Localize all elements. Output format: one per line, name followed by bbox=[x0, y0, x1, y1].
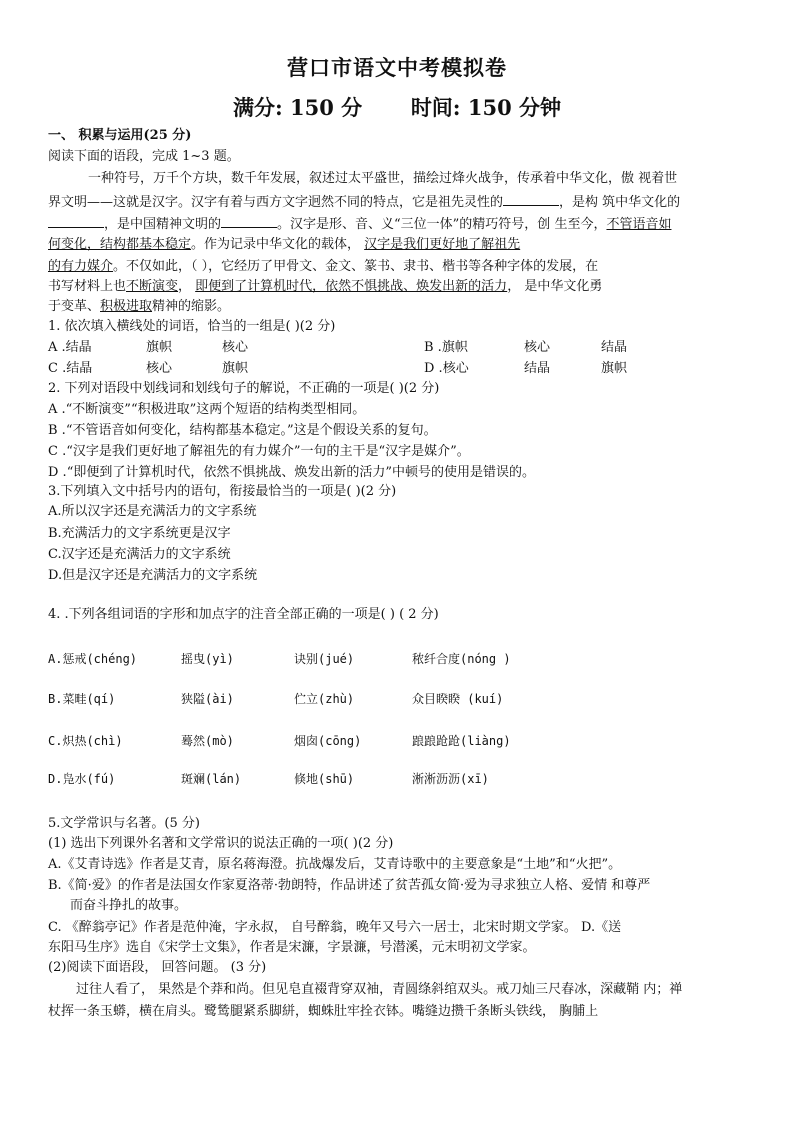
q5-passage-1: 过往人看了， 果然是个莽和尚。但见皂直裰背穿双袖，青圆绦斜绾双头。戒刀灿三尺春冰，深藏鞘 内；禅 bbox=[76, 982, 683, 997]
section-heading: 一、 积累与运用(25 分) bbox=[48, 128, 192, 143]
fill-blank-3 bbox=[221, 214, 277, 228]
time-label: 时间: bbox=[410, 95, 461, 120]
q5-option-c-1: C. 《醉翁亭记》作者是范仲淹，字永叔， 自号醉翁，晚年又号六一居士，北宋时期文学家。 D.《送 bbox=[48, 920, 622, 935]
q3-option-d: D.但是汉字还是充满活力的文字系统 bbox=[48, 568, 258, 583]
q2-option-c: C .“汉字是我们更好地了解祖先的有力媒介”一句的主干是“汉字是媒介”。 bbox=[48, 444, 470, 459]
q4-b-2: 狭隘(ài) bbox=[181, 692, 234, 706]
time-value: 150 分钟 bbox=[467, 95, 562, 120]
score-label: 满分: bbox=[232, 95, 283, 120]
section-intro: 阅读下面的语段，完成 1~3 题。 bbox=[48, 149, 240, 164]
underlined-word-1: 不断演变 bbox=[126, 279, 179, 294]
q1-option-a-3: 核心 bbox=[222, 340, 249, 355]
passage-line-3: ，是中国精神文明的 。汉字是形、音、义“三位一体”的精巧符号，创 生至今，不管语音如 bbox=[48, 214, 671, 234]
q3-option-c: C.汉字还是充满活力的文字系统 bbox=[48, 547, 231, 562]
q5-option-c-2: 东阳马生序》选自《宋学士文集》，作者是宋濂，字景濂，号潜溪，元末明初文学家。 bbox=[48, 940, 536, 955]
q4-a-4: 秾纤合度(nóng ) bbox=[412, 652, 511, 666]
q4-a-2: 摇曳(yì) bbox=[181, 652, 234, 666]
q1-option-c-3: 旗帜 bbox=[222, 361, 249, 376]
q1-option-d-2: 结晶 bbox=[524, 361, 551, 376]
q1-option-a-2: 旗帜 bbox=[146, 340, 173, 355]
passage-line-6: 书写材料上也不断演变， 即便到了计算机时代，依然不惧挑战、焕发出新的活力， 是中华文化勇 bbox=[48, 279, 603, 294]
q1-option-a: A .结晶 bbox=[48, 340, 92, 355]
page-title: 营口市语文中考模拟卷 bbox=[287, 55, 507, 80]
q4-b-4: 众目睽睽 (kuí) bbox=[412, 692, 504, 706]
underlined-sentence-2: 汉字是我们更好地了解祖先 bbox=[364, 237, 521, 252]
q4-a-1: A.惩戒(chéng) bbox=[48, 652, 138, 666]
q1-option-b-2: 核心 bbox=[524, 340, 551, 355]
q4-c-2: 蓦然(mò) bbox=[181, 734, 234, 748]
q3-stem: 3.下列填入文中括号内的语句，衔接最恰当的一项是( )(2 分) bbox=[48, 484, 397, 499]
underlined-word-2: 积极进取 bbox=[100, 299, 153, 314]
q2-option-b: B .“不管语音如何变化，结构都基本稳定。”这是个假设关系的复句。 bbox=[48, 423, 437, 438]
q4-b-1: B.菜畦(qí) bbox=[48, 692, 116, 706]
q4-c-3: 烟囱(cōng) bbox=[294, 734, 362, 748]
q4-b-3: 伫立(zhù) bbox=[294, 692, 355, 706]
passage-line-7: 于变革、积极进取精神的缩影。 bbox=[48, 299, 231, 314]
underlined-sentence-1: 不管语音如 bbox=[606, 217, 672, 232]
q4-c-1: C.炽热(chì) bbox=[48, 734, 123, 748]
q5-option-b-1: B.《简·爱》的作者是法国女作家夏洛蒂·勃朗特，作品讲述了贫苦孤女简·爱为寻求独立人格、爱情 和尊严 bbox=[48, 878, 651, 893]
passage-line-4: 何变化，结构都基本稳定。作为记录中华文化的载体， 汉字是我们更好地了解祖先 bbox=[48, 237, 521, 252]
q3-option-b: B.充满活力的文字系统更是汉字 bbox=[48, 526, 231, 541]
fill-blank-1 bbox=[503, 192, 559, 206]
q5-sub1: (1) 选出下列课外名著和文学常识的说法正确的一项( )(2 分) bbox=[48, 836, 394, 851]
passage-line-1: 一种符号，万千个方块，数千年发展，叙述过太平盛世，描绘过烽火战争，传承着中华文化，傲 视着世 bbox=[88, 171, 678, 186]
q1-option-d-3: 旗帜 bbox=[601, 361, 628, 376]
q5-option-a: A.《艾青诗选》作者是艾青，原名蒋海澄。抗战爆发后，艾青诗歌中的主要意象是“土地”和“火把”。 bbox=[48, 857, 622, 872]
q4-stem: 4. .下列各组词语的字形和加点字的注音全部正确的一项是( ) ( 2 分) bbox=[48, 607, 439, 622]
q1-option-c-2: 核心 bbox=[146, 361, 173, 376]
q1-option-c: C .结晶 bbox=[48, 361, 93, 376]
q2-stem: 2. 下列对语段中划线词和划线句子的解说，不正确的一项是( )(2 分) bbox=[48, 381, 440, 396]
q4-a-3: 诀别(jué) bbox=[294, 652, 355, 666]
q4-c-4: 踉踉跄跄(liàng) bbox=[412, 734, 511, 748]
q5-sub2: (2)阅读下面语段， 回答问题。 (3 分) bbox=[48, 960, 267, 975]
passage-line-5: 的有力媒介。不仅如此，（ ），它经历了甲骨文、金文、篆书、隶书、楷书等各种字体的发展，在 bbox=[48, 259, 599, 274]
q3-option-a: A.所以汉字还是充满活力的文字系统 bbox=[48, 504, 257, 519]
q4-d-1: D.凫水(fú) bbox=[48, 772, 116, 786]
q2-option-a: A .“不断演变”“积极进取”这两个短语的结构类型相同。 bbox=[48, 402, 366, 417]
underlined-sentence-3: 即便到了计算机时代，依然不惧挑战、焕发出新的活力 bbox=[195, 279, 508, 294]
q1-stem: 1. 依次填入横线处的词语，恰当的一组是( )(2 分) bbox=[48, 319, 336, 334]
q4-d-3: 倏地(shū) bbox=[294, 772, 355, 786]
score-time-line bbox=[0, 92, 794, 122]
q5-stem: 5.文学常识与名著。(5 分) bbox=[48, 816, 200, 831]
q1-option-b-3: 结晶 bbox=[601, 340, 628, 355]
q1-option-b: B .旗帜 bbox=[424, 340, 468, 355]
passage-line-2: 界文明——这就是汉字。汉字有着与西方文字迥然不同的特点，它是祖先灵性的 ，是构 筑中华文化的 bbox=[48, 192, 680, 212]
q4-d-4: 淅淅沥沥(xī) bbox=[412, 772, 489, 786]
q5-option-b-2: 而奋斗挣扎的故事。 bbox=[70, 898, 188, 913]
q2-option-d: D .“即便到了计算机时代，依然不惧挑战、焕发出新的活力”中顿号的使用是错误的。 bbox=[48, 465, 535, 480]
q5-passage-2: 杖挥一条玉蟒，横在肩头。鹭鸶腿紧系脚絣，蜘蛛肚牢拴衣钵。嘴缝边攒千条断头铁线， 胸脯上 bbox=[48, 1004, 599, 1019]
q4-d-2: 斑斓(lán) bbox=[181, 772, 242, 786]
fill-blank-2 bbox=[48, 214, 104, 228]
q1-option-d: D .核心 bbox=[424, 361, 469, 376]
score-value: 150 分 bbox=[290, 95, 363, 120]
